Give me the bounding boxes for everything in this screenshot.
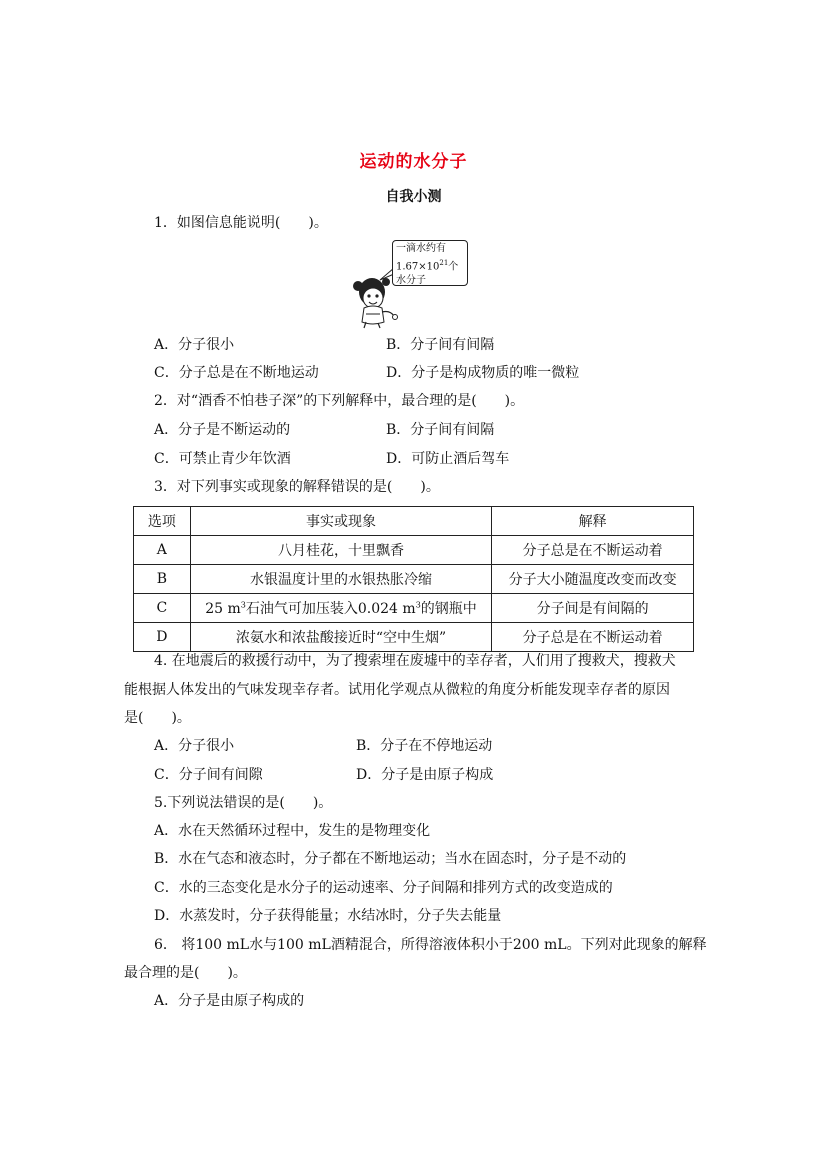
question-1-option-d: D．分子是构成物质的唯一微粒 bbox=[386, 365, 580, 381]
question-1-option-b: B．分子间有间隔 bbox=[386, 337, 495, 353]
table-cell-option: A bbox=[134, 536, 191, 565]
question-6-option-a: A．分子是由原子构成的 bbox=[154, 993, 305, 1009]
section-subtitle: 自我小测 bbox=[385, 189, 442, 205]
table-cell-explanation: 分子总是在不断运动着 bbox=[492, 623, 694, 652]
question-3-stem: 3．对下列事实或现象的解释错误的是( )。 bbox=[154, 479, 440, 495]
question-6-stem-line-2: 最合理的是( )。 bbox=[124, 965, 247, 981]
question-5-option-d: D．水蒸发时，分子获得能量；水结冰时，分子失去能量 bbox=[154, 908, 502, 924]
bubble-line-2: $1.67\times 10^{21}$个 bbox=[396, 259, 459, 273]
question-2-option-a: A．分子是不断运动的 bbox=[154, 422, 291, 438]
question-4-option-b: B．分子在不停地运动 bbox=[356, 738, 493, 754]
question-4-stem-line-2: 能根据人体发出的气味发现幸存者。试用化学观点从微粒的角度分析能发现幸存者的原因 bbox=[124, 682, 670, 698]
table-cell-option: B bbox=[134, 565, 191, 594]
question-2-option-c: C．可禁止青少年饮酒 bbox=[154, 451, 291, 467]
question-5-option-c: C．水的三态变化是水分子的运动速率、分子间隔和排列方式的改变造成的 bbox=[154, 880, 613, 896]
table-row bbox=[134, 623, 694, 652]
question-2-option-d: D．可防止酒后驾车 bbox=[386, 451, 510, 467]
table-cell-fact: 25 $m^3$石油气可加压装入0.024 $m^3$的钢瓶中 bbox=[190, 594, 492, 623]
table-header-row bbox=[134, 507, 694, 536]
table-cell-explanation: 分子间是有间隔的 bbox=[492, 594, 694, 623]
bubble-line-1: 一滴水约有 bbox=[396, 243, 446, 254]
table-header-fact: 事实或现象 bbox=[190, 507, 492, 536]
table-row bbox=[134, 565, 694, 594]
question-5-option-a: A．水在天然循环过程中，发生的是物理变化 bbox=[154, 823, 431, 839]
question-5-stem: 5.下列说法错误的是( )。 bbox=[154, 795, 333, 811]
table-cell-fact: 浓氨水和浓盐酸接近时“空中生烟” bbox=[190, 623, 492, 652]
page-title: 运动的水分子 bbox=[359, 152, 468, 172]
table-cell-fact: 八月桂花，十里飘香 bbox=[190, 536, 492, 565]
question-2-stem: 2．对“酒香不怕巷子深”的下列解释中，最合理的是( )。 bbox=[154, 393, 525, 409]
question-5-option-b: B．水在气态和液态时，分子都在不断地运动；当水在固态时，分子是不动的 bbox=[154, 851, 627, 867]
bubble-line-3: 水分子 bbox=[396, 275, 426, 287]
table-cell-option: D bbox=[134, 623, 191, 652]
speech-bubble bbox=[392, 240, 468, 286]
table-cell-explanation: 分子总是在不断运动着 bbox=[492, 536, 694, 565]
question-6-stem-line-1: 6． 将100 mL水与100 mL酒精混合，所得溶液体积小于200 mL。下列对此现象的解释 bbox=[154, 937, 707, 953]
table-row bbox=[134, 594, 694, 623]
question-4-option-c: C．分子间有间隙 bbox=[154, 767, 263, 783]
question-2-option-b: B．分子间有间隔 bbox=[386, 422, 495, 438]
table-header-explanation: 解释 bbox=[492, 507, 694, 536]
question-3-table bbox=[133, 506, 694, 652]
table-cell-option: C bbox=[134, 594, 191, 623]
table-row bbox=[134, 536, 694, 565]
table-cell-explanation: 分子大小随温度改变而改变 bbox=[492, 565, 694, 594]
question-1-figure bbox=[350, 238, 480, 330]
question-1-option-c: C．分子总是在不断地运动 bbox=[154, 365, 319, 381]
question-4-option-a: A．分子很小 bbox=[154, 738, 235, 754]
question-4-option-d: D．分子是由原子构成 bbox=[356, 767, 494, 783]
table-cell-fact: 水银温度计里的水银热胀冷缩 bbox=[190, 565, 492, 594]
question-1-option-a: A．分子很小 bbox=[154, 337, 235, 353]
question-1-stem: 1．如图信息能说明( )。 bbox=[154, 215, 328, 231]
table-header-option: 选项 bbox=[134, 507, 191, 536]
question-4-stem-line-3: 是( )。 bbox=[124, 710, 191, 726]
question-4-stem-line-1: 4. 在地震后的救援行动中，为了搜索埋在废墟中的幸存者，人们用了搜救犬，搜救犬 bbox=[154, 653, 676, 669]
